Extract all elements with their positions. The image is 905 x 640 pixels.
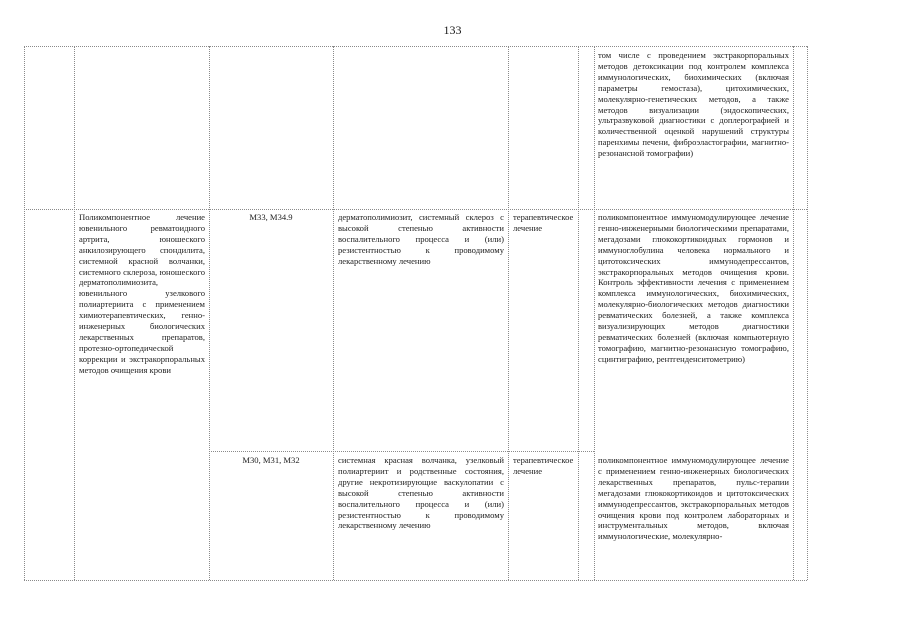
table-top-border bbox=[24, 46, 807, 47]
patient-model-a: дерматополимиозит, системный склероз с высокой степенью активности воспалительного процесса и (или) резистентностью к проводимому лекарственному лечению bbox=[338, 212, 504, 266]
row-divider bbox=[24, 209, 807, 210]
patient-model-b: системная красная волчанка, узелковый полиартериит и родственные состояния, другие некротизирующие васкулопатии с высокой степенью активности воспалительного процесса и (или) резистентностью к проводимому лекарственному лечению bbox=[338, 455, 504, 531]
col-line-8 bbox=[807, 46, 808, 580]
icd-codes-a: M33, M34.9 bbox=[249, 212, 293, 222]
col-line-7 bbox=[793, 46, 794, 580]
col-line-1 bbox=[74, 46, 75, 580]
col-line-3 bbox=[333, 46, 334, 580]
col-line-4 bbox=[508, 46, 509, 580]
treatment-method-a: поликомпонентное иммуномодулирующее лечение генно-инженерными биологическими препаратами, мегадозами глюкокортикоидных гормонов и иммуноглобулина человека нормального и цитотоксических иммунодепрессантов, экстракорпоральных методов очищения крови. Контроль эффективности лечения с применением комплекса иммунологических, биохимических, молекулярно-биологических методов диагностики ревматических болезней, а также комплекса визуализирующих методов диагностики ревматических болезней (включая компьютерную томографию, магнитно-резонансную томографию, сцинтиграфию, рентгенденситометрию) bbox=[598, 212, 789, 364]
col-line-2 bbox=[209, 46, 210, 580]
icd-codes-b: M30, M31, M32 bbox=[242, 455, 300, 465]
col-line-5 bbox=[578, 46, 579, 580]
subrow-divider bbox=[209, 451, 594, 452]
treatment-type-b: терапевтическое лечение bbox=[513, 455, 574, 476]
method-continuation: том числе с проведением экстракорпоральных методов детоксикации под контролем комплекса иммунологических, биохимических (включая параметры гемостаза), цитохимических, молекулярно-генетических методов, а также методов визуализации (эндоскопических, ультразвуковой диагностики с доплерографией и количественной оценкой нарушений структуры паренхимы печени, фиброэластографии, магнитно-резонансной томографии) bbox=[598, 50, 789, 159]
col-line-6 bbox=[594, 46, 595, 580]
table-bottom-border bbox=[24, 580, 807, 581]
treatment-profile: Поликомпонентное лечение ювенильного ревматоидного артрита, юношеского анкилозирующего спондилита, системной красной волчанки, системного склероза, юношеского дерматополимиозита, ювенильного узелкового полиартериита с применением химиотерапевтических, генно-инженерных биологических лекарственных препаратов, протезно-ортопедической коррекции и экстракорпоральных методов очищения крови bbox=[79, 212, 205, 375]
col-line-0 bbox=[24, 46, 25, 580]
treatment-type-a: терапевтическое лечение bbox=[513, 212, 574, 233]
page-number: 133 bbox=[443, 23, 462, 37]
treatment-method-b: поликомпонентное иммуномодулирующее лечение с применением генно-инженерных биологических лекарственных препаратов, пульс-терапии мегадозами глюкокортикоидов и цитотоксических иммунодепрессантов, экстракорпоральных методов очищения крови под контролем лабораторных и инструментальных методов, включая иммунологические, молекулярно- bbox=[598, 455, 789, 542]
